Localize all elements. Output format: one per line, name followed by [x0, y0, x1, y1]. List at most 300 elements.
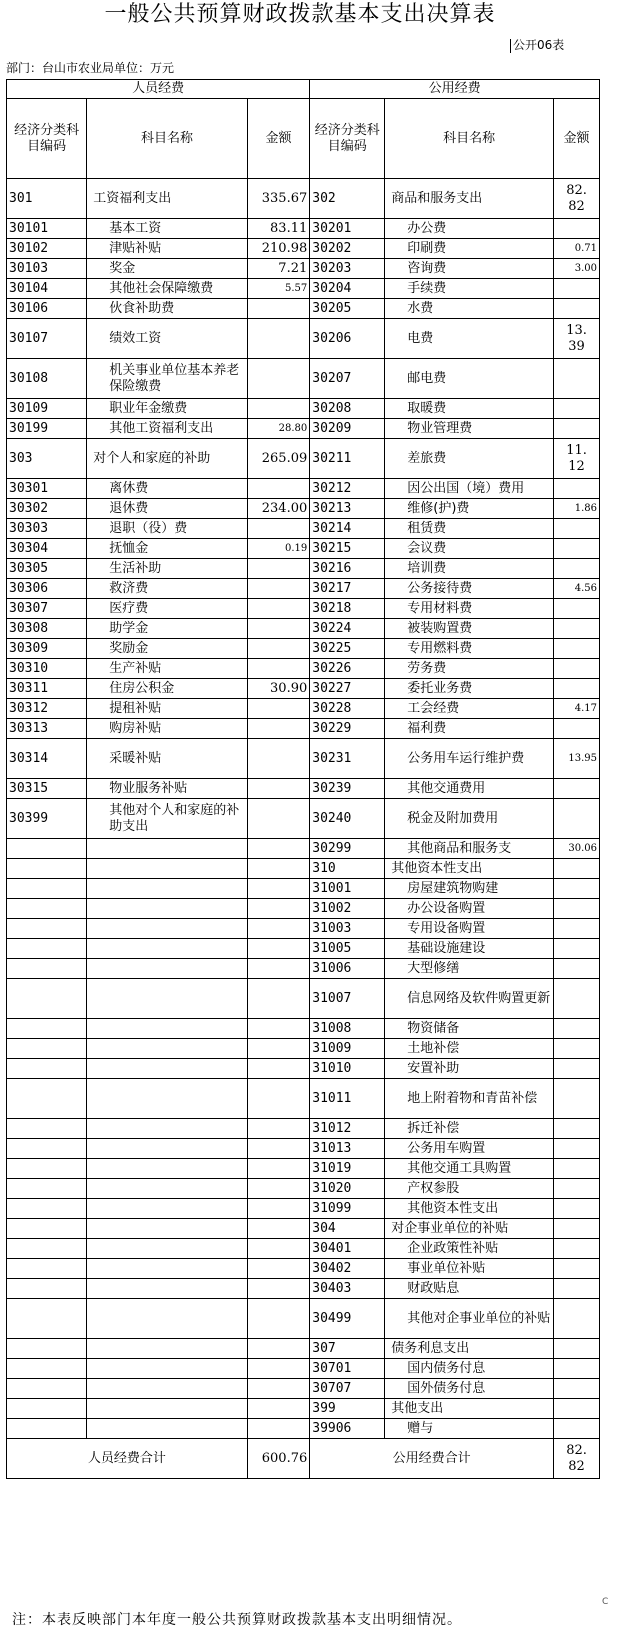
public-amount-cell	[554, 899, 600, 919]
public-amount-cell	[554, 399, 600, 419]
personnel-code-cell	[7, 1119, 87, 1139]
personnel-name-cell	[87, 839, 247, 859]
personnel-name-cell	[87, 1019, 247, 1039]
public-code-cell: 31011	[310, 1079, 385, 1119]
table-row	[7, 639, 600, 659]
public-code-cell: 30231	[310, 739, 385, 779]
personnel-code-cell	[7, 1019, 87, 1039]
public-amount-cell	[554, 859, 600, 879]
public-name-cell: 赠与	[385, 1419, 554, 1439]
personnel-name-header: 科目名称	[87, 99, 247, 179]
table-row	[7, 959, 600, 979]
table-row	[7, 1079, 600, 1119]
public-amount-cell	[554, 479, 600, 499]
table-row	[7, 1199, 600, 1219]
table-row	[7, 1039, 600, 1059]
personnel-code-cell	[7, 1399, 87, 1419]
personnel-amount-cell	[247, 399, 310, 419]
personnel-name-cell: 工资福利支出	[87, 179, 247, 219]
public-code-cell: 31010	[310, 1059, 385, 1079]
public-code-cell: 30227	[310, 679, 385, 699]
personnel-name-cell	[87, 1059, 247, 1079]
table-row	[7, 259, 600, 279]
public-amount-cell	[554, 1239, 600, 1259]
table-row	[7, 859, 600, 879]
public-amount-cell	[554, 779, 600, 799]
personnel-name-cell: 津贴补贴	[87, 239, 247, 259]
personnel-amount-cell	[247, 619, 310, 639]
public-name-cell: 租赁费	[385, 519, 554, 539]
personnel-code-cell: 30109	[7, 399, 87, 419]
personnel-amount-cell: 265.09	[247, 439, 310, 479]
table-row	[7, 739, 600, 779]
public-code-cell: 30206	[310, 319, 385, 359]
public-code-cell: 30208	[310, 399, 385, 419]
public-code-cell: 30212	[310, 479, 385, 499]
personnel-name-cell	[87, 1279, 247, 1299]
public-code-cell: 30204	[310, 279, 385, 299]
public-amount-cell: 82.82	[554, 179, 600, 219]
public-name-cell: 企业政策性补贴	[385, 1239, 554, 1259]
public-name-cell: 工会经费	[385, 699, 554, 719]
public-code-cell: 30214	[310, 519, 385, 539]
personnel-name-cell	[87, 1259, 247, 1279]
table-row	[7, 539, 600, 559]
personnel-amount-cell: 210.98	[247, 239, 310, 259]
personnel-name-cell	[87, 1359, 247, 1379]
personnel-total-amount: 600.76	[247, 1439, 310, 1479]
public-code-cell: 30207	[310, 359, 385, 399]
public-name-cell: 培训费	[385, 559, 554, 579]
column-header-row	[7, 99, 600, 179]
public-amount-cell	[554, 1199, 600, 1219]
public-code-cell: 30218	[310, 599, 385, 619]
table-row	[7, 1059, 600, 1079]
personnel-name-cell: 救济费	[87, 579, 247, 599]
public-amount-cell: 4.56	[554, 579, 600, 599]
public-name-cell: 其他交通费用	[385, 779, 554, 799]
public-amount-cell	[554, 279, 600, 299]
public-amount-cell	[554, 419, 600, 439]
public-amount-cell	[554, 979, 600, 1019]
public-code-cell: 399	[310, 1399, 385, 1419]
personnel-code-cell: 30306	[7, 579, 87, 599]
public-amount-cell	[554, 359, 600, 399]
personnel-amount-cell	[247, 1279, 310, 1299]
personnel-code-cell	[7, 1359, 87, 1379]
public-code-cell: 30201	[310, 219, 385, 239]
public-amount-cell	[554, 1079, 600, 1119]
personnel-code-cell: 30303	[7, 519, 87, 539]
personnel-name-cell	[87, 939, 247, 959]
personnel-code-cell: 30101	[7, 219, 87, 239]
personnel-amount-cell	[247, 1339, 310, 1359]
personnel-name-cell	[87, 1219, 247, 1239]
public-code-cell: 31002	[310, 899, 385, 919]
personnel-name-cell: 对个人和家庭的补助	[87, 439, 247, 479]
public-amount-cell	[554, 1159, 600, 1179]
table-row	[7, 879, 600, 899]
personnel-code-cell	[7, 879, 87, 899]
personnel-code-cell	[7, 1039, 87, 1059]
personnel-name-cell	[87, 1159, 247, 1179]
public-name-cell: 安置补助	[385, 1059, 554, 1079]
public-code-cell: 304	[310, 1219, 385, 1239]
personnel-name-cell	[87, 899, 247, 919]
public-amount-cell: 13.39	[554, 319, 600, 359]
personnel-code-cell: 30104	[7, 279, 87, 299]
personnel-code-cell	[7, 859, 87, 879]
public-name-cell: 邮电费	[385, 359, 554, 399]
totals-row	[7, 1439, 600, 1479]
personnel-code-cell: 30310	[7, 659, 87, 679]
personnel-name-cell: 其他工资福利支出	[87, 419, 247, 439]
public-code-cell: 30225	[310, 639, 385, 659]
public-code-cell: 30229	[310, 719, 385, 739]
table-row	[7, 919, 600, 939]
personnel-amount-cell	[247, 1059, 310, 1079]
personnel-name-cell: 住房公积金	[87, 679, 247, 699]
table-row	[7, 1279, 600, 1299]
table-row	[7, 1239, 600, 1259]
public-amount-cell	[554, 559, 600, 579]
public-name-cell: 专用燃料费	[385, 639, 554, 659]
public-code-cell: 30499	[310, 1299, 385, 1339]
personnel-name-cell: 基本工资	[87, 219, 247, 239]
public-code-cell: 31099	[310, 1199, 385, 1219]
public-amount-cell	[554, 619, 600, 639]
table-row	[7, 399, 600, 419]
personnel-name-cell: 退职（役）费	[87, 519, 247, 539]
public-name-cell: 委托业务费	[385, 679, 554, 699]
public-name-cell: 手续费	[385, 279, 554, 299]
public-code-cell: 31003	[310, 919, 385, 939]
personnel-name-cell: 采暖补贴	[87, 739, 247, 779]
public-name-cell: 拆迁补偿	[385, 1119, 554, 1139]
personnel-amount-cell	[247, 1379, 310, 1399]
personnel-amount-cell	[247, 1139, 310, 1159]
public-amount-cell: 0.71	[554, 239, 600, 259]
public-code-cell: 30217	[310, 579, 385, 599]
public-name-cell: 其他对企事业单位的补贴	[385, 1299, 554, 1339]
public-amount-cell	[554, 1379, 600, 1399]
public-code-cell: 30215	[310, 539, 385, 559]
table-row	[7, 699, 600, 719]
page-title: 一般公共预算财政拨款基本支出决算表	[104, 2, 496, 27]
public-code-cell: 31013	[310, 1139, 385, 1159]
personnel-code-cell: 30311	[7, 679, 87, 699]
form-number	[510, 37, 564, 53]
personnel-name-cell: 职业年金缴费	[87, 399, 247, 419]
table-row	[7, 359, 600, 399]
public-name-cell: 公务用车运行维护费	[385, 739, 554, 779]
public-code-cell: 31020	[310, 1179, 385, 1199]
personnel-code-cell	[7, 1279, 87, 1299]
table-row	[7, 619, 600, 639]
public-code-cell: 30203	[310, 259, 385, 279]
public-name-cell: 会议费	[385, 539, 554, 559]
table-row	[7, 239, 600, 259]
table-row	[7, 839, 600, 859]
personnel-amount-cell	[247, 599, 310, 619]
personnel-section-header: 人员经费	[7, 80, 310, 99]
table-row	[7, 419, 600, 439]
table-row	[7, 319, 600, 359]
personnel-name-cell	[87, 1239, 247, 1259]
public-code-cell: 31008	[310, 1019, 385, 1039]
personnel-amount-cell	[247, 939, 310, 959]
public-name-cell: 办公费	[385, 219, 554, 239]
personnel-name-cell: 退休费	[87, 499, 247, 519]
public-name-cell: 信息网络及软件购置更新	[385, 979, 554, 1019]
personnel-code-cell	[7, 1299, 87, 1339]
personnel-amount-cell	[247, 1199, 310, 1219]
table-row	[7, 799, 600, 839]
table-row	[7, 499, 600, 519]
personnel-amount-cell	[247, 879, 310, 899]
personnel-code-cell	[7, 1179, 87, 1199]
section-header-row	[7, 80, 600, 99]
personnel-amount-cell	[247, 1179, 310, 1199]
public-amount-cell	[554, 679, 600, 699]
personnel-code-cell: 30199	[7, 419, 87, 439]
personnel-code-cell: 30308	[7, 619, 87, 639]
public-name-cell: 税金及附加费用	[385, 799, 554, 839]
public-name-cell: 其他支出	[385, 1399, 554, 1419]
public-name-cell: 物资储备	[385, 1019, 554, 1039]
table-row	[7, 299, 600, 319]
personnel-code-cell	[7, 919, 87, 939]
personnel-amount-cell: 30.90	[247, 679, 310, 699]
public-amount-cell: 11.12	[554, 439, 600, 479]
footnote: 注：本表反映部门本年度一般公共预算财政拨款基本支出明细情况。	[12, 1612, 462, 1628]
personnel-amount-cell	[247, 659, 310, 679]
personnel-name-cell	[87, 1199, 247, 1219]
public-code-cell: 30403	[310, 1279, 385, 1299]
public-code-cell: 31006	[310, 959, 385, 979]
personnel-name-cell: 抚恤金	[87, 539, 247, 559]
public-amount-cell	[554, 539, 600, 559]
personnel-amount-cell	[247, 959, 310, 979]
personnel-code-cell: 30313	[7, 719, 87, 739]
personnel-code-cell: 30309	[7, 639, 87, 659]
personnel-name-cell: 助学金	[87, 619, 247, 639]
public-code-header: 经济分类科目编码	[310, 99, 385, 179]
personnel-amount-cell	[247, 1239, 310, 1259]
personnel-code-cell: 30307	[7, 599, 87, 619]
public-amount-cell	[554, 959, 600, 979]
public-name-cell: 事业单位补贴	[385, 1259, 554, 1279]
public-name-cell: 维修(护)费	[385, 499, 554, 519]
personnel-amount-cell	[247, 859, 310, 879]
table-row	[7, 439, 600, 479]
personnel-code-cell	[7, 1079, 87, 1119]
table-row	[7, 479, 600, 499]
public-name-cell: 基础设施建设	[385, 939, 554, 959]
public-section-header: 公用经费	[310, 80, 600, 99]
table-row	[7, 1159, 600, 1179]
table-row	[7, 939, 600, 959]
personnel-name-cell: 生产补贴	[87, 659, 247, 679]
personnel-amount-cell: 7.21	[247, 259, 310, 279]
public-name-cell: 电费	[385, 319, 554, 359]
personnel-name-cell: 机关事业单位基本养老保险缴费	[87, 359, 247, 399]
public-amount-cell	[554, 1219, 600, 1239]
public-name-cell: 其他交通工具购置	[385, 1159, 554, 1179]
table-row	[7, 1339, 600, 1359]
table-row	[7, 559, 600, 579]
public-code-cell: 30701	[310, 1359, 385, 1379]
personnel-name-cell	[87, 959, 247, 979]
personnel-amount-cell	[247, 1299, 310, 1339]
personnel-total-label: 人员经费合计	[7, 1439, 248, 1479]
table-row	[7, 679, 600, 699]
edge-mark: C	[602, 1597, 609, 1607]
personnel-code-cell	[7, 1139, 87, 1159]
personnel-name-cell	[87, 1119, 247, 1139]
public-name-cell: 办公设备购置	[385, 899, 554, 919]
table-row	[7, 659, 600, 679]
public-name-cell: 债务利息支出	[385, 1339, 554, 1359]
public-name-cell: 大型修缮	[385, 959, 554, 979]
public-name-cell: 国内债务付息	[385, 1359, 554, 1379]
personnel-name-cell: 绩效工资	[87, 319, 247, 359]
personnel-name-cell	[87, 979, 247, 1019]
personnel-code-cell	[7, 839, 87, 859]
personnel-amount-cell	[247, 1259, 310, 1279]
personnel-name-cell	[87, 1299, 247, 1339]
personnel-name-cell: 奖金	[87, 259, 247, 279]
personnel-code-cell: 30305	[7, 559, 87, 579]
personnel-code-cell	[7, 1199, 87, 1219]
public-name-cell: 其他商品和服务支	[385, 839, 554, 859]
personnel-name-cell: 医疗费	[87, 599, 247, 619]
personnel-name-cell: 生活补助	[87, 559, 247, 579]
public-name-header: 科目名称	[385, 99, 554, 179]
table-row	[7, 599, 600, 619]
personnel-code-cell: 301	[7, 179, 87, 219]
table-row	[7, 1179, 600, 1199]
public-amount-cell	[554, 1299, 600, 1339]
public-code-cell: 302	[310, 179, 385, 219]
personnel-code-cell: 30399	[7, 799, 87, 839]
personnel-code-cell	[7, 939, 87, 959]
public-code-cell: 31001	[310, 879, 385, 899]
public-name-cell: 国外债务付息	[385, 1379, 554, 1399]
personnel-amount-cell	[247, 519, 310, 539]
personnel-name-cell	[87, 1039, 247, 1059]
personnel-amount-cell	[247, 559, 310, 579]
public-amount-cell	[554, 1359, 600, 1379]
table-row	[7, 1259, 600, 1279]
public-code-cell: 310	[310, 859, 385, 879]
public-amount-cell	[554, 219, 600, 239]
personnel-name-cell: 物业服务补贴	[87, 779, 247, 799]
personnel-name-cell	[87, 1079, 247, 1119]
personnel-code-cell	[7, 1259, 87, 1279]
public-name-cell: 水费	[385, 299, 554, 319]
personnel-amount-cell	[247, 299, 310, 319]
public-amount-cell	[554, 1119, 600, 1139]
table-row	[7, 1299, 600, 1339]
public-name-cell: 财政贴息	[385, 1279, 554, 1299]
personnel-code-cell: 30304	[7, 539, 87, 559]
personnel-name-cell	[87, 859, 247, 879]
personnel-code-cell	[7, 899, 87, 919]
personnel-code-cell: 30107	[7, 319, 87, 359]
public-name-cell: 商品和服务支出	[385, 179, 554, 219]
public-amount-cell	[554, 599, 600, 619]
public-name-cell: 因公出国（境）费用	[385, 479, 554, 499]
personnel-amount-cell	[247, 1399, 310, 1419]
personnel-amount-cell	[247, 1079, 310, 1119]
personnel-name-cell: 提租补贴	[87, 699, 247, 719]
public-amount-cell	[554, 1059, 600, 1079]
public-name-cell: 地上附着物和青苗补偿	[385, 1079, 554, 1119]
table-row	[7, 979, 600, 1019]
public-total-amount: 82.82	[554, 1439, 600, 1479]
public-code-cell: 30401	[310, 1239, 385, 1259]
personnel-code-cell	[7, 1379, 87, 1399]
personnel-name-cell: 伙食补助费	[87, 299, 247, 319]
public-name-cell: 土地补偿	[385, 1039, 554, 1059]
public-name-cell: 公务接待费	[385, 579, 554, 599]
personnel-code-cell	[7, 1239, 87, 1259]
personnel-code-header: 经济分类科目编码	[7, 99, 87, 179]
public-name-cell: 物业管理费	[385, 419, 554, 439]
personnel-name-cell: 奖励金	[87, 639, 247, 659]
personnel-code-cell: 30301	[7, 479, 87, 499]
personnel-amount-cell: 234.00	[247, 499, 310, 519]
table-row	[7, 1359, 600, 1379]
public-amount-cell	[554, 1339, 600, 1359]
table-row	[7, 279, 600, 299]
personnel-amount-cell	[247, 319, 310, 359]
public-name-cell: 被装购置费	[385, 619, 554, 639]
public-code-cell: 30402	[310, 1259, 385, 1279]
personnel-name-cell	[87, 879, 247, 899]
personnel-name-cell	[87, 1419, 247, 1439]
personnel-amount-cell	[247, 1159, 310, 1179]
public-name-cell: 专用材料费	[385, 599, 554, 619]
public-code-cell: 30239	[310, 779, 385, 799]
public-amount-cell	[554, 1279, 600, 1299]
personnel-name-cell	[87, 1339, 247, 1359]
public-amount-cell	[554, 879, 600, 899]
public-code-cell: 30202	[310, 239, 385, 259]
public-amount-cell: 13.95	[554, 739, 600, 779]
public-amount-cell	[554, 1259, 600, 1279]
table-row	[7, 179, 600, 219]
personnel-code-cell	[7, 1339, 87, 1359]
public-amount-cell	[554, 1039, 600, 1059]
personnel-amount-cell	[247, 479, 310, 499]
personnel-code-cell	[7, 1059, 87, 1079]
public-amount-cell	[554, 1399, 600, 1419]
public-code-cell: 31012	[310, 1119, 385, 1139]
table-row	[7, 1379, 600, 1399]
personnel-code-cell: 30102	[7, 239, 87, 259]
table-row	[7, 579, 600, 599]
public-code-cell: 30213	[310, 499, 385, 519]
personnel-name-cell: 其他社会保障缴费	[87, 279, 247, 299]
personnel-code-cell	[7, 979, 87, 1019]
personnel-amount-cell	[247, 1039, 310, 1059]
public-amount-cell	[554, 659, 600, 679]
personnel-amount-cell	[247, 699, 310, 719]
personnel-code-cell	[7, 1159, 87, 1179]
public-amount-cell	[554, 1019, 600, 1039]
